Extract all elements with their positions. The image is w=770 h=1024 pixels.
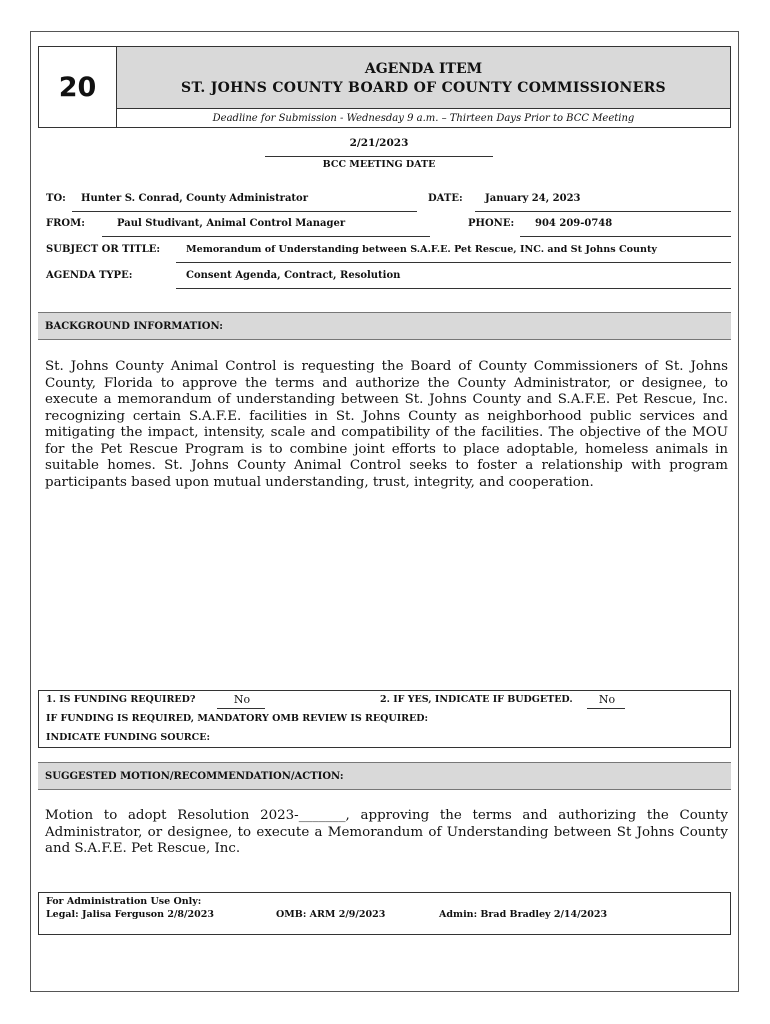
admin-heading: For Administration Use Only:: [46, 896, 202, 907]
agenda-type-label: AGENDA TYPE:: [46, 270, 133, 281]
agenda-item-number: 20: [39, 47, 117, 127]
motion-body: Motion to adopt Resolution 2023-_______, approving the terms and authorizing the County Administrator, or designee, to execute a Memorandum of Understanding between St Johns County and S.A.F.E. Pet Rescue, Inc.: [45, 808, 728, 856]
funding-box: [38, 690, 731, 748]
phone-label: PHONE:: [468, 218, 515, 229]
from-underline: [102, 236, 430, 237]
date-underline: [475, 211, 731, 212]
motion-heading: SUGGESTED MOTION/RECOMMENDATION/ACTION:: [38, 762, 731, 790]
agenda-type-underline: [176, 288, 731, 289]
funding-source-label: INDICATE FUNDING SOURCE:: [46, 732, 210, 743]
budgeted-label: 2. IF YES, INDICATE IF BUDGETED.: [380, 694, 573, 705]
phone-value: 904 209-0748: [535, 218, 613, 229]
subject-underline: [176, 262, 731, 263]
date-label: DATE:: [428, 193, 463, 204]
deadline-note: Deadline for Submission - Wednesday 9 a.m. – Thirteen Days Prior to BCC Meeting: [212, 113, 635, 124]
header-title-line2: ST. JOHNS COUNTY BOARD OF COUNTY COMMISSIONERS: [181, 80, 666, 96]
meeting-date-rule: [265, 156, 493, 157]
background-body: St. Johns County Animal Control is requesting the Board of County Commissioners of St. Johns County, Florida to approve the terms and authorize the County Administrator, or designee, to execute a memorandum of understanding between St. Johns County and S.A.F.E. Pet Rescue, Inc. recognizing certain S.A.F.E. facilities in St. Johns County as neighborhood public services and mitigating the impact, intensity, scale and compatibility of the facilities. The objective of the MOU for the Pet Rescue Program is to combine joint efforts to place adoptable, homeless animals in suitable homes. St. Johns County Animal Control seeks to foster a relationship with program participants based upon mutual understanding, trust, integrity, and cooperation.: [45, 359, 728, 490]
to-value: Hunter S. Conrad, County Administrator: [81, 193, 308, 204]
funding-required-label: 1. IS FUNDING REQUIRED?: [46, 694, 196, 705]
admin-signoff: Admin: Brad Bradley 2/14/2023: [439, 909, 608, 920]
header-title-line1: AGENDA ITEM: [364, 61, 483, 77]
to-label: TO:: [46, 193, 66, 204]
subject-label: SUBJECT OR TITLE:: [46, 244, 161, 255]
phone-underline: [520, 236, 731, 237]
meeting-date: 2/21/2023: [349, 137, 409, 149]
agenda-header: [38, 46, 731, 128]
background-heading: BACKGROUND INFORMATION:: [38, 312, 731, 340]
budgeted-underline: [587, 708, 625, 709]
omb-signoff: OMB: ARM 2/9/2023: [276, 909, 386, 920]
to-underline: [72, 211, 417, 212]
header-title-block: [117, 47, 730, 109]
omb-review-note: IF FUNDING IS REQUIRED, MANDATORY OMB REVIEW IS REQUIRED:: [46, 713, 429, 724]
date-value: January 24, 2023: [485, 193, 581, 204]
subject-value: Memorandum of Understanding between S.A.F.E. Pet Rescue, INC. and St Johns County: [186, 244, 657, 255]
admin-box: [38, 892, 731, 935]
funding-required-underline: [217, 708, 265, 709]
from-value: Paul Studivant, Animal Control Manager: [117, 218, 346, 229]
from-label: FROM:: [46, 218, 85, 229]
agenda-type-value: Consent Agenda, Contract, Resolution: [186, 270, 401, 281]
meeting-date-caption: BCC MEETING DATE: [322, 159, 436, 170]
funding-required-value: No: [233, 693, 251, 706]
budgeted-value: No: [598, 693, 616, 706]
legal-signoff: Legal: Jalisa Ferguson 2/8/2023: [46, 909, 214, 920]
